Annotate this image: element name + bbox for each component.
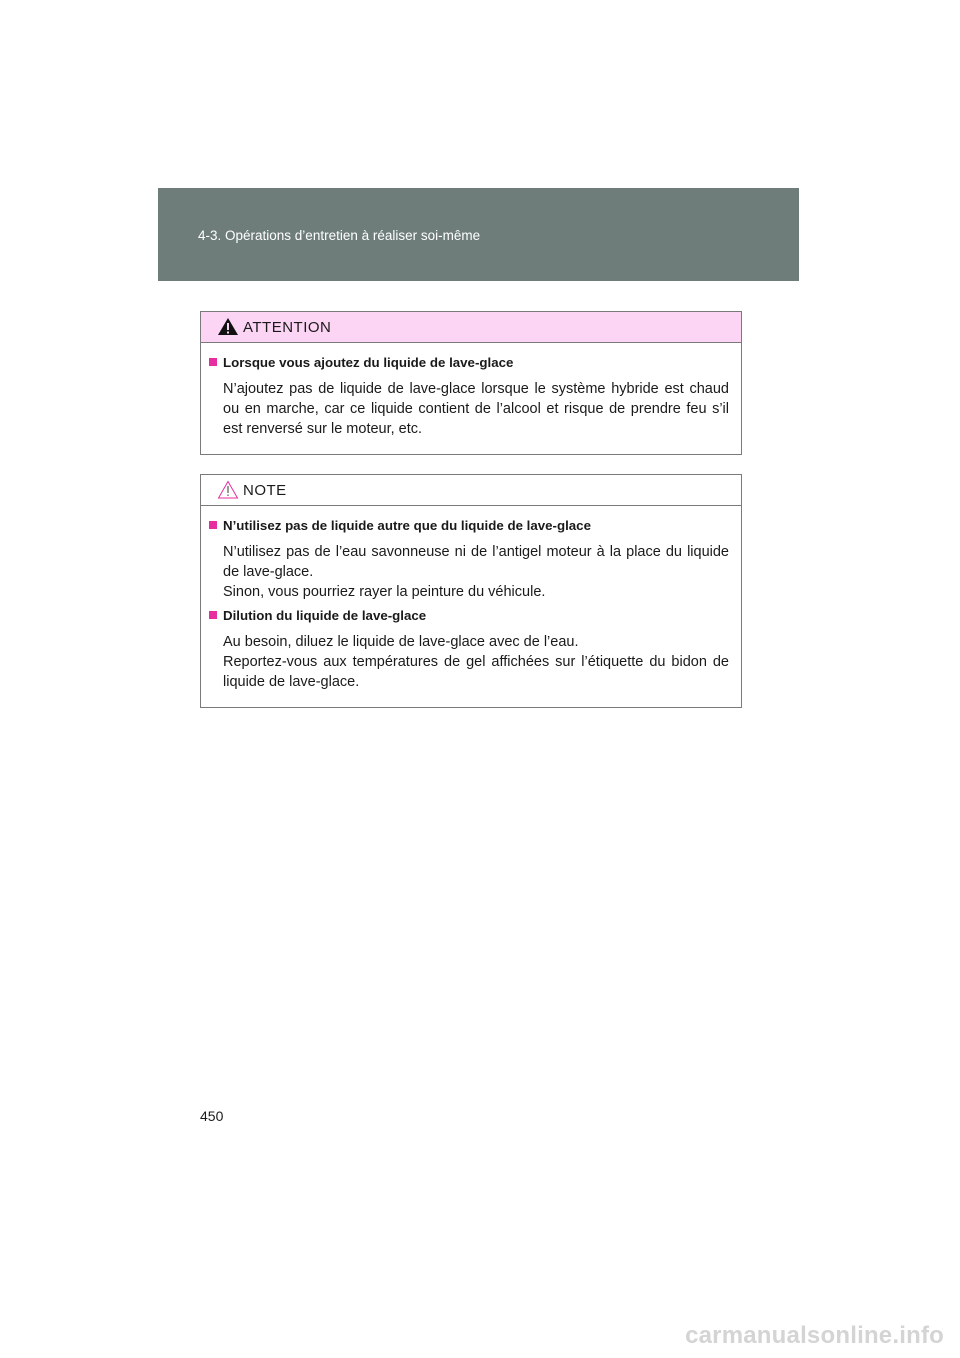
warning-triangle-icon: [217, 317, 239, 336]
page-number: 450: [200, 1108, 224, 1124]
section-title: 4-3. Opérations d’entretien à réaliser soi-même: [198, 228, 481, 243]
section-heading: Lorsque vous ajoutez du liquide de lave-glace: [223, 355, 514, 370]
note-section: [201, 517, 741, 602]
bullet-square-icon: [209, 358, 217, 366]
attention-header: [201, 312, 741, 343]
section-paragraph: Au besoin, diluez le liquide de lave-glace avec de l’eau.: [223, 634, 579, 650]
section-heading: N’utilisez pas de liquide autre que du liquide de lave-glace: [223, 518, 591, 533]
attention-title: ATTENTION: [243, 319, 332, 336]
note-box: [200, 474, 742, 708]
section-heading: Dilution du liquide de lave-glace: [223, 608, 427, 623]
section-paragraph: Reportez-vous aux températures de gel affichées sur l’étiquette du bidon de liquide de lave-glace.: [223, 654, 729, 690]
note-title: NOTE: [243, 482, 287, 499]
bullet-square-icon: [209, 521, 217, 529]
section-paragraph: N’utilisez pas de l’eau savonneuse ni de l’antigel moteur à la place du liquide de lave-glace.: [223, 544, 729, 580]
note-section: [201, 607, 741, 692]
section-paragraph: Sinon, vous pourriez rayer la peinture du véhicule.: [223, 584, 546, 600]
section-paragraph: N’ajoutez pas de liquide de lave-glace lorsque le système hybride est chaud ou en marche, car ce liquide contient de l’alcool et risque de prendre feu s’il est renversé sur le moteur, etc.: [223, 381, 729, 437]
section-header-band: [158, 188, 799, 281]
note-header: [201, 475, 741, 506]
bullet-square-icon: [209, 611, 217, 619]
attention-box: [200, 311, 742, 455]
watermark: carmanualsonline.info: [685, 1322, 944, 1349]
attention-section: [201, 354, 741, 439]
warning-triangle-outline-icon: [217, 480, 239, 499]
